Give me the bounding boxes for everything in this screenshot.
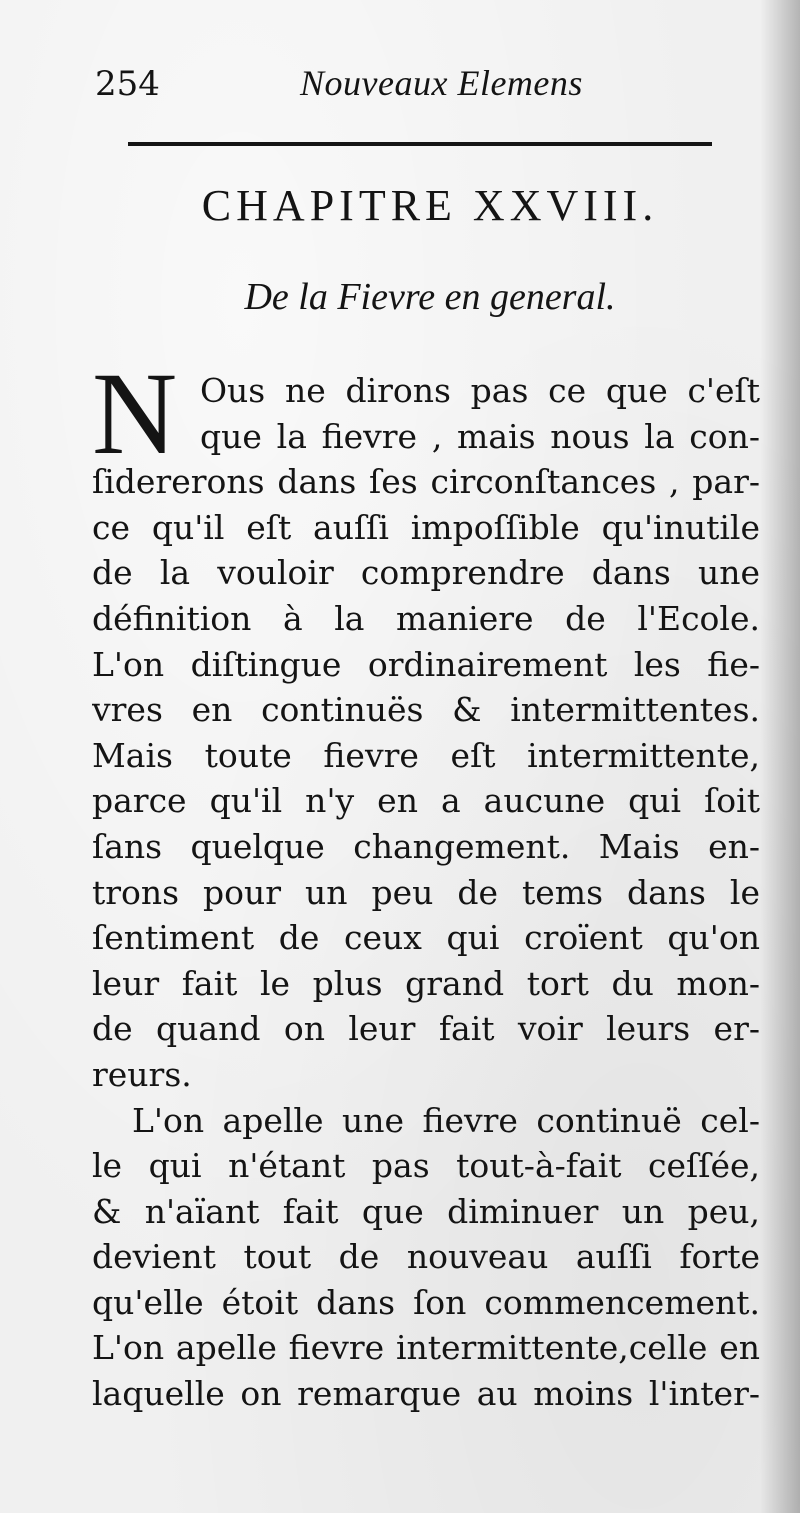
text-line: L'on apelle une fievre continuë cel- (132, 1100, 760, 1140)
page-number: 254 (95, 64, 160, 104)
text-line: ce qu'il eſt auſſi impoſſible qu'inutile (92, 507, 760, 547)
text-line: parce qu'il n'y en a aucune qui ſoit (92, 781, 760, 821)
page-edge-shadow (760, 0, 800, 1513)
text-line: reurs. (92, 1054, 192, 1094)
text-line: devient tout de nouveau auſſi forte (92, 1237, 760, 1277)
text-line: qu'elle étoit dans ſon commencement. (92, 1282, 760, 1322)
text-line: de la vouloir comprendre dans une (92, 553, 760, 593)
running-title: Nouveaux Elemens (300, 63, 583, 103)
text-line: définition à la maniere de l'Ecole. (92, 598, 760, 638)
text-line: L'on apelle fievre intermittente,celle en (92, 1328, 760, 1368)
text-line: vres en continuës & intermittentes. (92, 690, 760, 730)
text-line: leur fait le plus grand tort du mon- (92, 963, 760, 1003)
text-line: Ous ne dirons pas ce que c'eſt (200, 371, 760, 410)
header-rule (128, 142, 712, 146)
text-line: ſentiment de ceux qui croïent qu'on (92, 918, 760, 958)
text-line: que la fievre , mais nous la con- (200, 416, 760, 456)
text-line: laquelle on remarque au moins l'inter- (92, 1374, 760, 1414)
text-line: Mais toute fievre eſt intermittente, (92, 735, 760, 775)
running-head (95, 62, 655, 112)
body-text (92, 368, 760, 1417)
text-line: de quand on leur fait voir leurs er- (92, 1009, 760, 1049)
text-line: ſidererons dans ſes circonſtances , par- (92, 462, 760, 502)
text-line: trons pour un peu de tems dans le (92, 872, 760, 912)
drop-cap: N (92, 348, 178, 479)
text-line: L'on diſtingue ordinairement les fie- (92, 644, 760, 684)
text-line: & n'aïant fait que diminuer un peu, (92, 1191, 760, 1231)
text-line: le qui n'étant pas tout-à-fait ceſſée, (92, 1146, 760, 1186)
section-title: De la Fievre en general. (244, 276, 616, 318)
text-line: ſans quelque changement. Mais en- (92, 826, 760, 866)
chapter-title: CHAPITRE XXVIII. (201, 181, 659, 230)
